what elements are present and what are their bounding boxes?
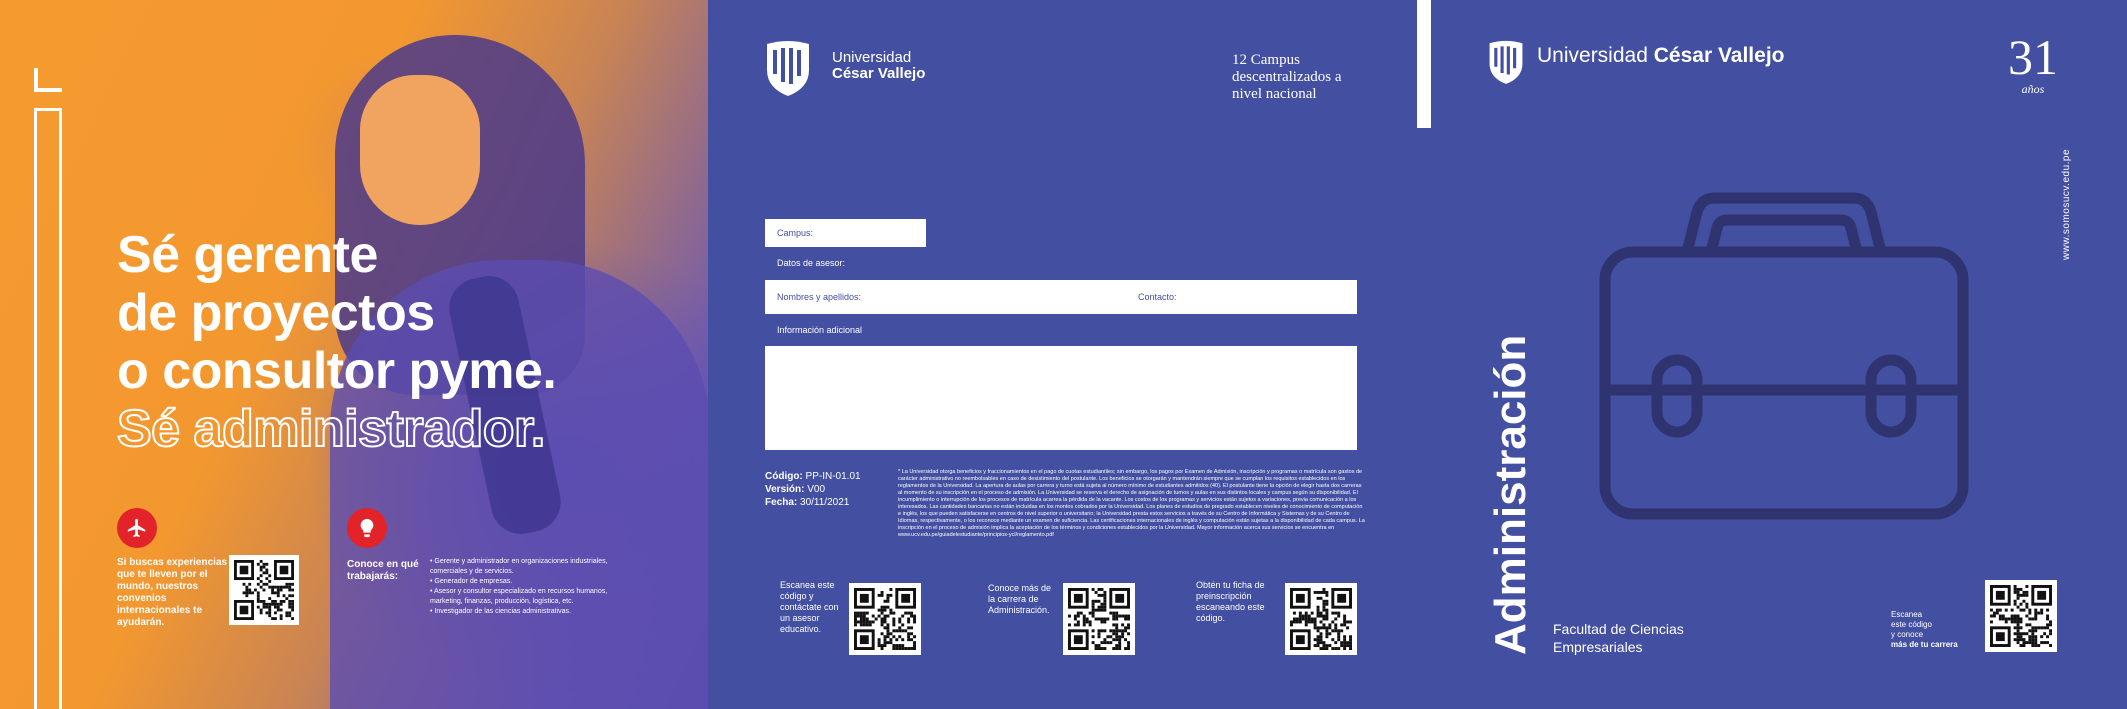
list-item: • Generador de empresas. xyxy=(430,577,630,587)
faculty-line1: Facultad de Ciencias xyxy=(1553,621,1684,637)
scan-career-text: Conoce más de la carrera de Administración. xyxy=(988,583,1052,615)
faculty-name xyxy=(1553,620,1684,656)
list-item: • Gerente y administrador en organizaciones industriales, comerciales y de servicios. xyxy=(430,557,630,577)
logo-line1: Universidad xyxy=(832,49,912,66)
info-label: Información adicional xyxy=(777,325,863,335)
list-item: • Asesor y consultor especializado en recursos humanos, marketing, finanzas, producción, logística, etc. xyxy=(430,587,630,607)
scan-cta xyxy=(1891,610,1958,650)
legal-disclaimer: * La Universidad otorga beneficios y fraccionamientos en el pago de cuotas estudiantiles; sin embargo, los pagos por Examen de Admisión, inscripción y programas o matrícula son gastos de carácter administrativo no reembolsables en caso de desistimiento del postulante. Los beneficios se otorgarán y mantendrán siempre que se cumplan los requisitos establecidos en los reglamentos de la Universidad. La apertura de aulas por carrera y turno está sujeta al número mínimo de estudiantes admitidos (40). El postulante tiene la opción de elegir hasta dos carreras al momento de su inscripción en el proceso de admisión. La Universidad se reserva el derecho de asignación de turnos y aulas en sus distintos locales y campus según su disponibilidad. El incumplimiento o interrupción de los procesos de matrícula acarrea la pérdida de la vacante. Los costos de los programas y servicios están sujetos a variaciones, previa comunicación a los interesados. Las cantidades bancarias no están incluidas en los montos cobrados por la Universidad. Los planes de estudios de pregrado establecen niveles de conocimiento de computación e inglés, los que pueden satisfacerse en centros de nivel superior o universitario; la Universidad presta estos servicios a través de su Centro de Informática y Sistemas y de su Centro de Idiomas, respectivamente, o los reconoce mediante un examen de suficiencia. Las certificaciones internacionales de inglés y computación están sujetas a la disponibilidad de cada campus. La inscripción en el proceso de admisión implica la aceptación de los términos y condiciones establecidos por la Universidad. Mayor información acerca sus servicios se encuentra en www.ucv.edu.pe/guiadelestudiante/principios-ycl/reglamento.pdf xyxy=(898,469,1365,538)
headline-line2: de proyectos xyxy=(117,284,435,342)
qr-code[interactable] xyxy=(1063,583,1135,655)
qr-code[interactable] xyxy=(1985,580,2057,652)
headline-line4: Sé administrador. xyxy=(117,400,545,458)
cover-panel xyxy=(1431,0,2127,709)
anniversary-badge xyxy=(2008,29,2058,97)
intl-agreements-text: Si buscas experiencias que te lleven por el mundo, nuestros convenios internacionales te ayudarán. xyxy=(117,557,228,628)
scan-line3: y conoce xyxy=(1891,630,1924,639)
faculty-line2: Empresariales xyxy=(1553,639,1643,655)
careers-list xyxy=(430,557,630,617)
ucv-logo-text xyxy=(832,50,925,82)
codigo-label: Código: xyxy=(765,471,803,482)
logo-line2: César Vallejo xyxy=(1653,44,1785,67)
website-url: www.somosucv.edu.pe xyxy=(2061,148,2072,260)
hero-photo-panel xyxy=(0,0,708,709)
student-face xyxy=(360,75,480,225)
corner-bracket xyxy=(34,68,62,92)
logo-line1: Universidad xyxy=(1537,44,1648,67)
campus-field[interactable]: Campus: xyxy=(765,219,926,247)
version-value: V00 xyxy=(807,484,826,495)
qr-code[interactable] xyxy=(1285,583,1357,655)
asesor-label: Datos de asesor: xyxy=(777,258,846,268)
frame-line xyxy=(34,108,62,709)
years-number: 31 xyxy=(2008,29,2058,85)
ucv-shield-icon xyxy=(765,40,811,96)
fecha-label: Fecha: xyxy=(765,497,798,508)
ucv-shield-icon xyxy=(1488,40,1524,84)
headline-line3: o consultor pyme. xyxy=(117,342,557,400)
logo-line2: César Vallejo xyxy=(832,65,926,82)
scan-line2: este código xyxy=(1891,620,1932,629)
years-label: años xyxy=(2021,82,2045,96)
divider-bar xyxy=(1417,0,1431,128)
version-label: Versión: xyxy=(765,484,805,495)
scan-preinscription-text: Obtén tu ficha de preinscripción escaneando este código. xyxy=(1196,580,1265,623)
info-field[interactable] xyxy=(765,346,1357,450)
headline xyxy=(117,226,556,458)
scan-line4: más de tu carrera xyxy=(1891,640,1958,649)
careers-intro-text: Conoce en qué trabajarás: xyxy=(347,559,419,582)
airplane-icon xyxy=(117,508,157,548)
codigo-value: PP-IN-01.01 xyxy=(805,471,861,482)
scan-advisor-text: Escanea este código y contáctate con un asesor educativo. xyxy=(780,580,839,634)
document-codes xyxy=(765,470,861,509)
nombres-label: Nombres y apellidos: xyxy=(777,292,862,302)
briefcase-icon xyxy=(1599,190,1969,526)
campus-count-text: 12 Campus descentralizados a nivel nacional xyxy=(1232,52,1342,102)
form-panel xyxy=(708,0,1417,709)
contacto-label: Contacto: xyxy=(1138,292,1177,302)
ucv-logo-text xyxy=(1537,44,1784,68)
lightbulb-icon xyxy=(347,508,387,548)
headline-line1: Sé gerente xyxy=(117,226,378,284)
career-title: Administración xyxy=(1486,334,1535,655)
scan-line1: Escanea xyxy=(1891,610,1923,619)
nombres-field[interactable] xyxy=(765,280,1357,314)
list-item: • Investigador de las ciencias administrativas. xyxy=(430,607,630,617)
qr-code[interactable] xyxy=(229,555,299,625)
fecha-value: 30/11/2021 xyxy=(800,497,850,508)
qr-code[interactable] xyxy=(849,583,921,655)
